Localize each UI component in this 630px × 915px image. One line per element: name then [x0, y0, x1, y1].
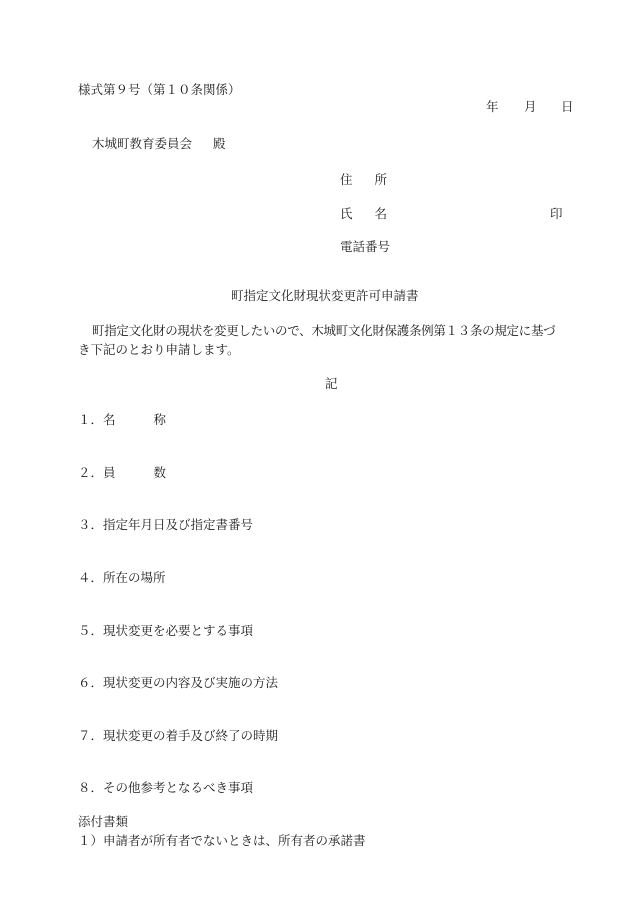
item-2: ２．員 数 [78, 465, 167, 480]
ki-heading: 記 [325, 376, 338, 391]
item-6: ６．現状変更の内容及び実施の方法 [78, 675, 279, 690]
seal-mark: 印 [550, 206, 563, 221]
item-5: ５．現状変更を必要とする事項 [78, 623, 254, 638]
attachment-item-1: １）申請者が所有者でないときは、所有者の承諾書 [78, 833, 366, 848]
date-day-label: 日 [561, 99, 574, 114]
item-4: ４．所在の場所 [78, 570, 166, 585]
applicant-phone-label: 電話番号 [340, 239, 391, 254]
body-text-line-2: き下記のとおり申請します。 [78, 342, 240, 357]
item-8: ８．その他参考となるべき事項 [78, 780, 254, 795]
form-number: 様式第９号（第１０条関係） [78, 82, 241, 97]
item-1: １．名 称 [78, 412, 167, 427]
attachments-heading: 添付書類 [78, 814, 129, 829]
applicant-address-label: 住 所 [340, 172, 388, 187]
applicant-name-label: 氏 名 [340, 206, 388, 221]
date-year-label: 年 [486, 99, 499, 114]
document-title: 町指定文化財現状変更許可申請書 [231, 288, 419, 303]
item-7: ７．現状変更の着手及び終了の時期 [78, 728, 279, 743]
addressee-name: 木城町教育委員会 [92, 136, 193, 151]
item-3: ３．指定年月日及び指定書番号 [78, 517, 254, 532]
body-text-line-1: 町指定文化財の現状を変更したいので、木城町文化財保護条例第１３条の規定に基づ [92, 323, 556, 338]
date-month-label: 月 [524, 99, 537, 114]
addressee-honorific: 殿 [213, 136, 226, 151]
